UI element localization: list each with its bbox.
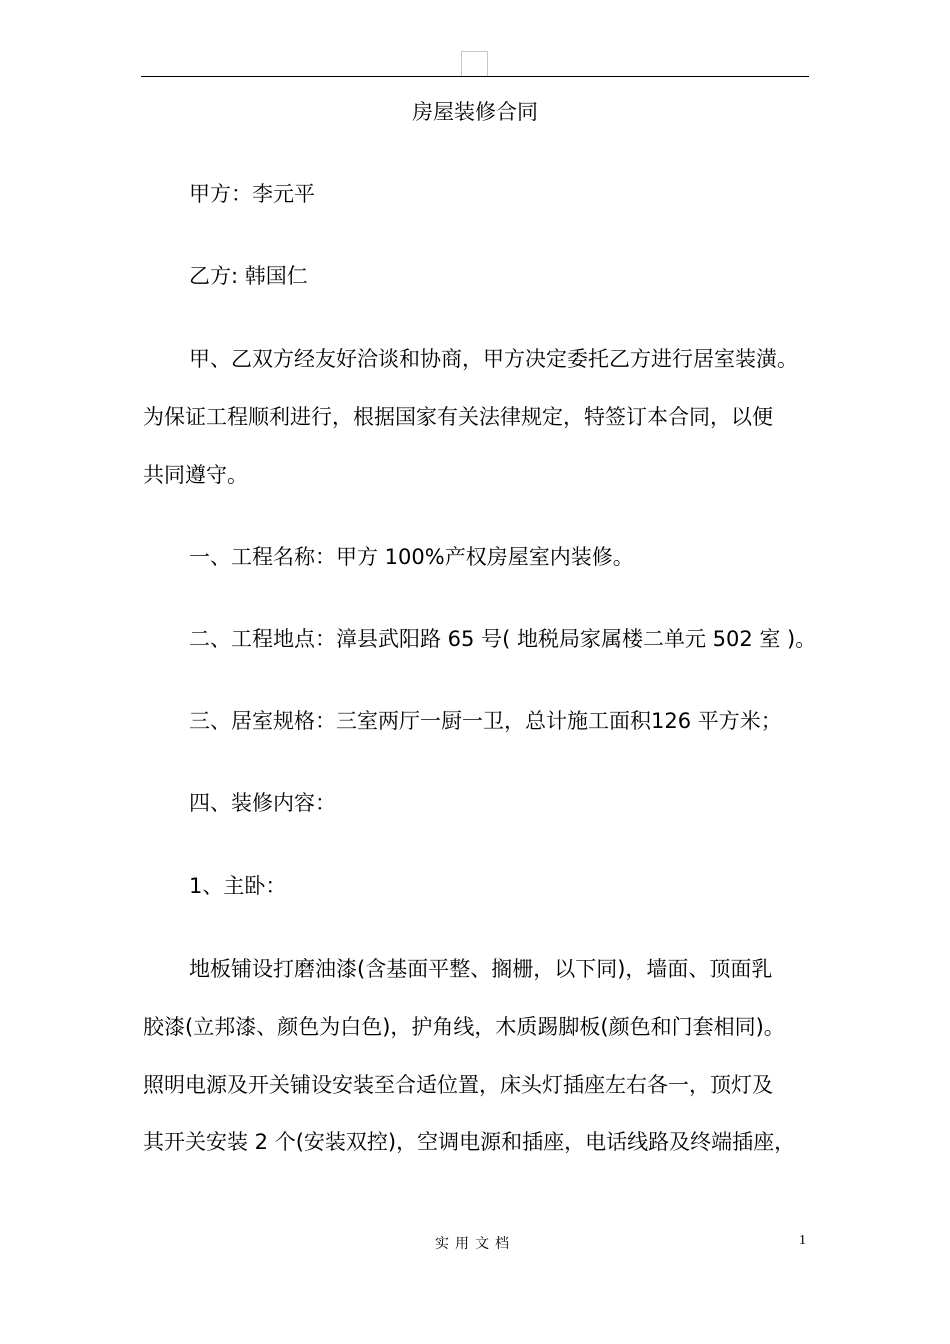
preamble-line-3: 共同遵守。: [143, 463, 248, 487]
empty-square-icon: [461, 51, 488, 76]
item-1-body-line-1: 地板铺设打磨油漆(含基面平整、搁栅，以下同)，墙面、顶面乳: [189, 957, 773, 981]
header-rule: [141, 76, 809, 77]
document-title: 房屋装修合同: [412, 100, 538, 124]
item-1-body-line-3: 照明电源及开关铺设安装至合适位置，床头灯插座左右各一，顶灯及: [143, 1073, 773, 1097]
footer-label: 实用文档: [435, 1236, 515, 1252]
page-number: 1: [799, 1233, 806, 1248]
item-1-body-line-4: 其开关安装 2 个(安装双控)，空调电源和插座，电话线路及终端插座，: [143, 1130, 796, 1154]
party-b-line: 乙方: 韩国仁: [189, 264, 308, 288]
clause-3-room-specs: 三、居室规格：三室两厅一厨一卫，总计施工面积126 平方米；: [189, 709, 782, 733]
clause-1-project-name: 一、工程名称：甲方 100%产权房屋室内装修。: [189, 545, 634, 569]
item-1-heading: 1、主卧：: [189, 874, 287, 898]
preamble-line-2: 为保证工程顺利进行，根据国家有关法律规定，特签订本合同，以便: [143, 405, 773, 429]
party-a-line: 甲方：李元平: [189, 182, 315, 206]
preamble-line-1: 甲、乙双方经友好洽谈和协商，甲方决定委托乙方进行居室装潢。: [189, 347, 798, 371]
clause-2-project-location: 二、工程地点：漳县武阳路 65 号( 地税局家属楼二单元 502 室 )。: [189, 627, 817, 651]
item-1-body-line-2: 胶漆(立邦漆、颜色为白色)，护角线，木质踢脚板(颜色和门套相同)。: [143, 1015, 785, 1039]
clause-4-decoration-content: 四、装修内容：: [189, 791, 336, 815]
